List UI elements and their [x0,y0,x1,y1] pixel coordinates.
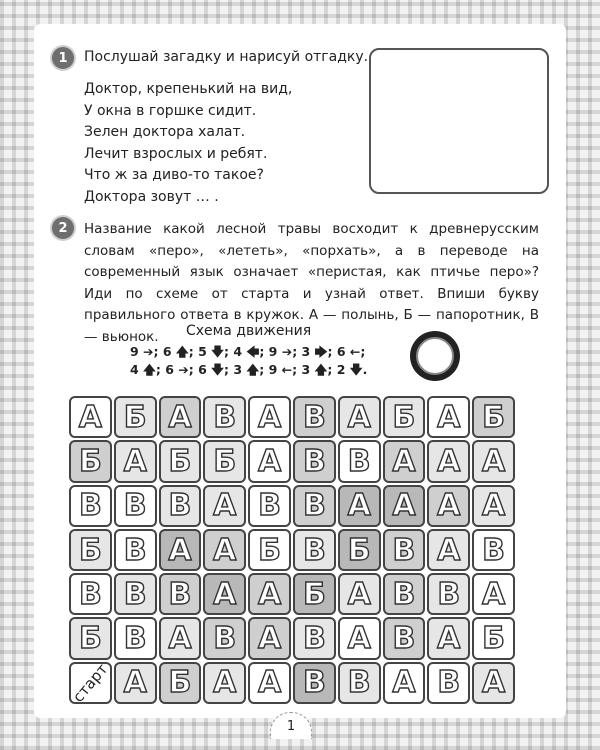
grid-cell: А [472,662,515,704]
grid-cell: А [248,662,291,704]
grid-cell: В [293,485,336,527]
riddle-line: Доктора зовут … . [84,188,219,205]
letter-grid [68,395,516,705]
page-number: 1 [270,712,312,739]
grid-cell: А [338,396,381,438]
grid-cell: Б [293,573,336,615]
task-number-2: 2 [52,217,74,239]
grid-cell: Б [159,440,202,482]
grid-cell: Б [338,529,381,571]
grid-cell: Б [472,617,515,659]
grid-cell: А [114,662,157,704]
grid-cell: А [159,617,202,659]
grid-cell: А [338,617,381,659]
grid-cell: В [293,440,336,482]
grid-cell: Б [69,529,112,571]
scheme-line-2: 4 🡅; 6 ➔; 6 🡇; 3 🡅; 9 ←; 3 🡅; 2 🡇. [130,362,368,377]
grid-cell: А [248,617,291,659]
drawing-box[interactable] [369,48,549,194]
grid-cell: А [472,440,515,482]
grid-cell: Б [472,396,515,438]
grid-cell: А [338,485,381,527]
grid-cell: В [114,529,157,571]
grid-cell: А [472,485,515,527]
grid-cell: А [383,662,426,704]
riddle-line: Лечит взрослых и ребят. [84,145,268,162]
grid-cell: А [427,529,470,571]
grid-cell: В [338,662,381,704]
scheme-title: Схема движения [186,323,312,339]
answer-circle-inner[interactable] [416,337,454,375]
grid-cell: В [338,440,381,482]
grid-cell: В [69,573,112,615]
grid-cell: А [427,485,470,527]
grid-cell: А [248,573,291,615]
grid-cell: Б [69,440,112,482]
grid-cell: А [159,529,202,571]
grid-cell: А [114,440,157,482]
riddle-line: Зелен доктора халат. [84,124,246,140]
start-cell [69,662,112,704]
riddle-line: Что ж за диво-то такое? [84,167,264,183]
grid-cell: А [203,529,246,571]
grid-cell: Б [203,440,246,482]
grid-cell: В [159,573,202,615]
grid-cell: В [203,617,246,659]
grid-cell: А [248,440,291,482]
grid-cell: В [383,529,426,571]
grid-cell: В [293,529,336,571]
grid-cell: В [472,529,515,571]
grid-cell: В [383,573,426,615]
grid-cell: В [69,485,112,527]
grid-cell: А [203,485,246,527]
grid-cell: В [293,617,336,659]
task1-title: Послушай загадку и нарисуй отгадку. [84,49,369,65]
grid-cell: А [248,396,291,438]
grid-cell: А [203,573,246,615]
grid-cell: Б [159,662,202,704]
grid-cell: В [293,662,336,704]
start-label: старт [69,660,112,706]
grid-cell: Б [248,529,291,571]
grid-cell: В [114,573,157,615]
grid-cell: В [383,617,426,659]
grid-cell: А [203,662,246,704]
grid-cell: А [159,396,202,438]
grid-cell: В [159,485,202,527]
answer-circle[interactable] [410,331,460,381]
grid-cell: А [338,573,381,615]
grid-cell: В [203,396,246,438]
grid-cell: А [427,396,470,438]
grid-cell: А [427,617,470,659]
grid-cell: В [427,573,470,615]
grid-cell: А [383,485,426,527]
grid-cell: В [248,485,291,527]
grid-cell: А [383,440,426,482]
grid-cell: В [293,396,336,438]
grid-cell: Б [69,617,112,659]
scheme-line-1: 9 ➔; 6 🡅; 5 🡇; 4 🡄; 9 ➔; 3 🡆; 6 ←; [130,344,366,359]
grid-cell: В [427,662,470,704]
task2-text: Название какой лесной травы восходит к древнерусским словам «перо», «лететь», «порхать», а в переводе на современный язык означает «перистая, как птичье перо»? Иди по схеме от старта и узнай ответ. Впиши букву правильного ответа в кружок. А — полынь, Б — папоротник, В — вьюнок. [84,221,539,345]
grid-cell: Б [383,396,426,438]
riddle-line: Доктор, крепенький на вид, [84,81,293,97]
grid-cell: А [69,396,112,438]
riddle-text [84,79,292,208]
grid-cell: В [114,485,157,527]
task-number-1: 1 [52,47,74,69]
riddle-line: У окна в горшке сидит. [84,102,257,119]
grid-cell: Б [114,396,157,438]
grid-cell: А [472,573,515,615]
grid-cell: В [114,617,157,659]
grid-cell: А [427,440,470,482]
